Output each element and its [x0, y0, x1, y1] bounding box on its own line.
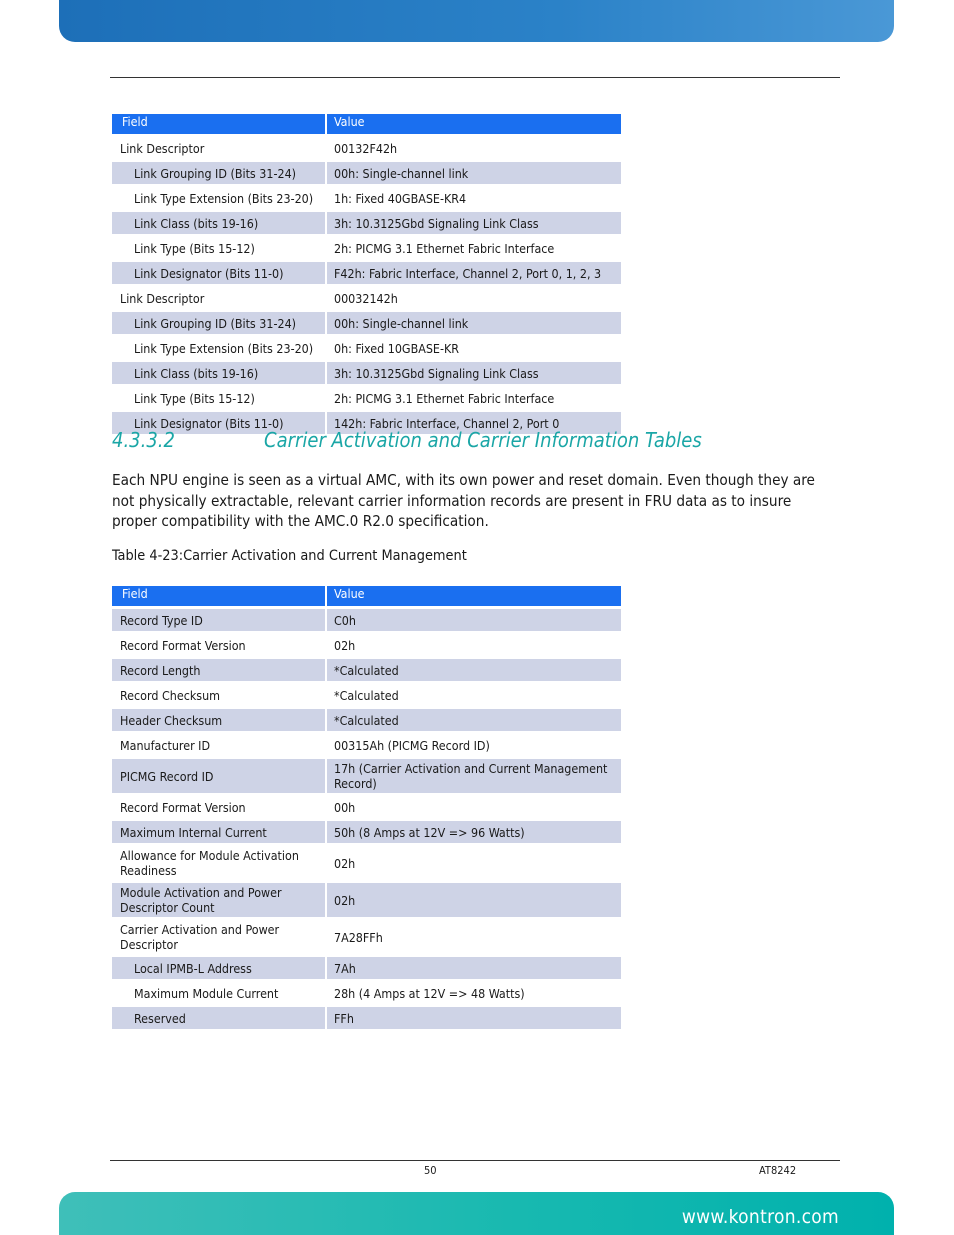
value-cell: 28h (4 Amps at 12V => 48 Watts)	[327, 979, 621, 1004]
table-row	[112, 134, 621, 159]
table-row	[112, 1004, 621, 1029]
top-banner	[59, 0, 894, 42]
table-row	[112, 731, 621, 756]
carrier-activation-table	[112, 586, 621, 1029]
table-row	[112, 259, 621, 284]
value-cell: 00h	[327, 793, 621, 818]
value-cell: 02h	[327, 843, 621, 880]
column-header-value: Value	[327, 114, 621, 134]
table-row	[112, 681, 621, 706]
value-cell: 3h: 10.3125Gbd Signaling Link Class	[327, 209, 621, 234]
field-cell: Manufacturer ID	[112, 731, 327, 756]
field-cell: Link Designator (Bits 11-0)	[112, 259, 327, 284]
field-cell: Record Type ID	[112, 606, 327, 631]
field-cell: Record Format Version	[112, 793, 327, 818]
value-cell: 17h (Carrier Activation and Current Management Record)	[327, 756, 621, 793]
field-cell: Allowance for Module Activation Readiness	[112, 843, 327, 880]
field-cell: Maximum Internal Current	[112, 818, 327, 843]
value-cell: 0h: Fixed 10GBASE-KR	[327, 334, 621, 359]
table-row	[112, 979, 621, 1004]
table-row	[112, 606, 621, 631]
value-cell: 2h: PICMG 3.1 Ethernet Fabric Interface	[327, 384, 621, 409]
table-row	[112, 656, 621, 681]
value-cell: 7Ah	[327, 954, 621, 979]
page-number: 50	[424, 1164, 437, 1177]
value-cell: 7A28FFh	[327, 917, 621, 954]
table-row	[112, 359, 621, 384]
table-row	[112, 818, 621, 843]
field-cell: Link Type (Bits 15-12)	[112, 384, 327, 409]
table-row	[112, 334, 621, 359]
table-row	[112, 843, 621, 880]
value-cell: 2h: PICMG 3.1 Ethernet Fabric Interface	[327, 234, 621, 259]
value-cell: FFh	[327, 1004, 621, 1029]
field-cell: Reserved	[112, 1004, 327, 1029]
field-cell: Local IPMB-L Address	[112, 954, 327, 979]
bottom-banner	[59, 1192, 894, 1235]
value-cell: *Calculated	[327, 656, 621, 681]
value-cell: 3h: 10.3125Gbd Signaling Link Class	[327, 359, 621, 384]
table-caption: Table 4-23:Carrier Activation and Current Management	[112, 548, 467, 564]
table-row	[112, 209, 621, 234]
value-cell: 02h	[327, 631, 621, 656]
field-cell: PICMG Record ID	[112, 756, 327, 793]
section-title: Carrier Activation and Carrier Information Tables	[264, 428, 702, 452]
field-cell: Link Grouping ID (Bits 31-24)	[112, 309, 327, 334]
field-cell: Link Class (bits 19-16)	[112, 209, 327, 234]
column-header-value: Value	[327, 586, 621, 606]
link-descriptor-table	[112, 114, 621, 434]
field-cell: Header Checksum	[112, 706, 327, 731]
table-row	[112, 284, 621, 309]
table-row	[112, 234, 621, 259]
footer-rule	[110, 1160, 840, 1161]
table-header-row	[112, 114, 621, 134]
field-cell: Record Format Version	[112, 631, 327, 656]
table-row	[112, 706, 621, 731]
body-paragraph: Each NPU engine is seen as a virtual AMC, with its own power and reset domain. Even though they are not physically extractable, relevant carrier information records are present in FRU data as to insure proper compatibility with the AMC.0 R2.0 specification.	[112, 471, 815, 530]
field-cell: Module Activation and Power Descriptor Count	[112, 880, 327, 917]
field-cell: Link Type Extension (Bits 23-20)	[112, 184, 327, 209]
table-row	[112, 917, 621, 954]
value-cell: *Calculated	[327, 706, 621, 731]
value-cell: 00315Ah (PICMG Record ID)	[327, 731, 621, 756]
field-cell: Record Checksum	[112, 681, 327, 706]
value-cell: 00h: Single-channel link	[327, 159, 621, 184]
table-row	[112, 954, 621, 979]
value-cell: 02h	[327, 880, 621, 917]
field-cell: Link Designator (Bits 11-0)	[112, 409, 327, 434]
table-row	[112, 384, 621, 409]
value-cell: 50h (8 Amps at 12V => 96 Watts)	[327, 818, 621, 843]
table-row	[112, 756, 621, 793]
header-rule	[110, 77, 840, 78]
table-row	[112, 159, 621, 184]
field-cell: Link Grouping ID (Bits 31-24)	[112, 159, 327, 184]
column-header-field: Field	[112, 586, 327, 606]
table-row	[112, 309, 621, 334]
value-cell: 00132F42h	[327, 134, 621, 159]
table-row	[112, 184, 621, 209]
table-row	[112, 793, 621, 818]
value-cell: *Calculated	[327, 681, 621, 706]
value-cell: 00h: Single-channel link	[327, 309, 621, 334]
table-header-row	[112, 586, 621, 606]
website-link[interactable]: www.kontron.com	[681, 1206, 839, 1228]
table-row	[112, 880, 621, 917]
column-header-field: Field	[112, 114, 327, 134]
field-cell: Carrier Activation and Power Descriptor	[112, 917, 327, 954]
field-cell: Link Descriptor	[112, 284, 327, 309]
value-cell: 142h: Fabric Interface, Channel 2, Port 0	[327, 409, 621, 434]
value-cell: 00032142h	[327, 284, 621, 309]
field-cell: Link Class (bits 19-16)	[112, 359, 327, 384]
section-number: 4.3.3.2	[112, 428, 175, 452]
document-code: AT8242	[759, 1164, 797, 1177]
value-cell: 1h: Fixed 40GBASE-KR4	[327, 184, 621, 209]
section-heading	[112, 428, 832, 452]
field-cell: Link Type (Bits 15-12)	[112, 234, 327, 259]
table-row	[112, 631, 621, 656]
field-cell: Link Descriptor	[112, 134, 327, 159]
value-cell: C0h	[327, 606, 621, 631]
field-cell: Link Type Extension (Bits 23-20)	[112, 334, 327, 359]
field-cell: Record Length	[112, 656, 327, 681]
value-cell: F42h: Fabric Interface, Channel 2, Port 0, 1, 2, 3	[327, 259, 621, 284]
field-cell: Maximum Module Current	[112, 979, 327, 1004]
